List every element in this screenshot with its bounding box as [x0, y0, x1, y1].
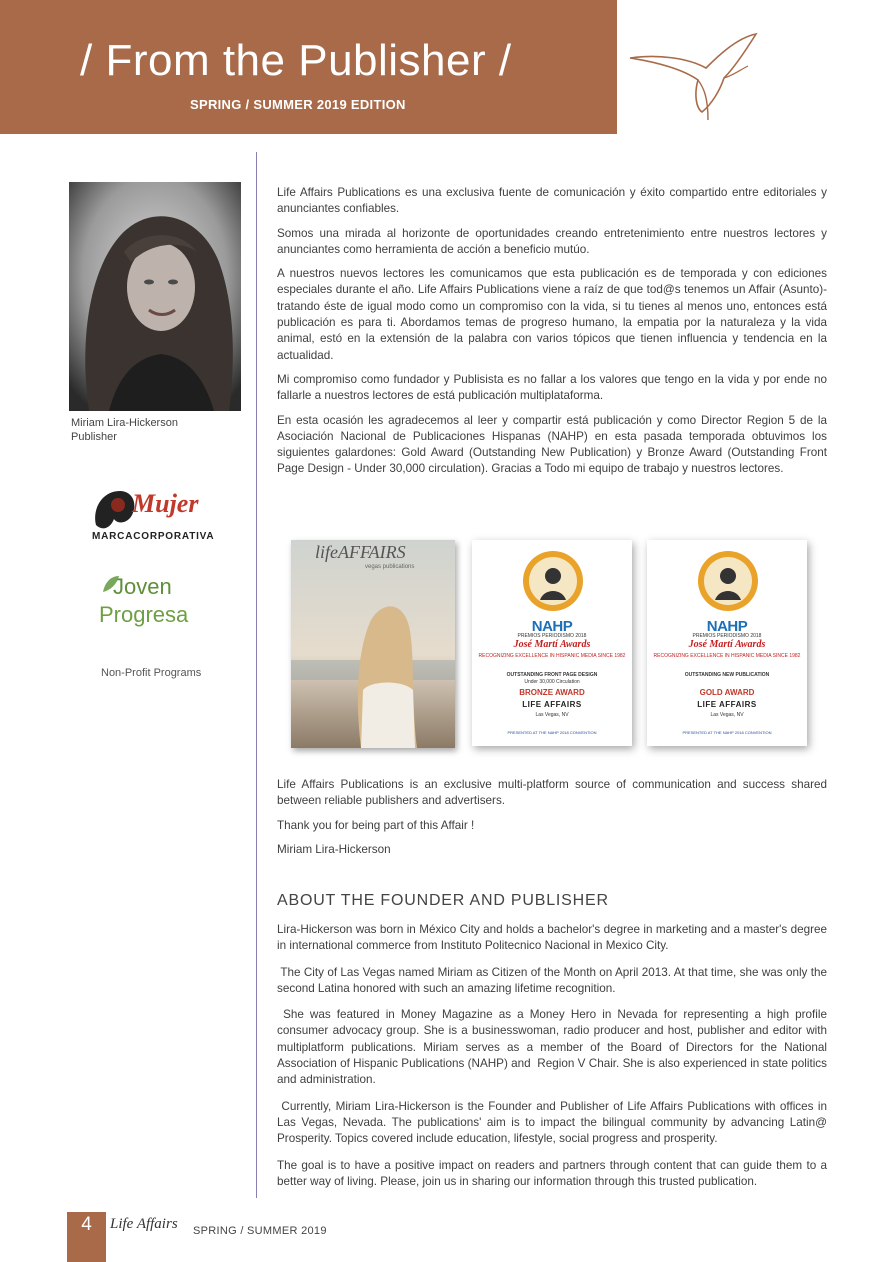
award-level: BRONZE AWARD	[519, 688, 585, 697]
about-paragraph: The goal is to have a positive impact on readers and partners through content that can guide them to a better way of living. Please, join us in sharing our information through this trusted publication.	[277, 1158, 831, 1188]
jose-marti-medal-icon	[522, 550, 584, 612]
page-number: 4	[81, 1214, 92, 1235]
award-category-note: Under 30,000 Circulation	[524, 679, 580, 685]
edition-label: SPRING / SUMMER 2019 EDITION	[190, 97, 406, 112]
intro-paragraph: A nuestros nuevos lectores les comunicamos que esta publicación es de temporada y con ediciones especiales durante el año. Life Affairs Publications viene a raíz de que tod@s tenemos un Affair (Asunto)- tratando éste de igual modo como un compromiso con la vida, si tu tienes al menos uno, entonces está publicación es para ti. Abordamos temas de progreso humano, la empatia por la naturaleza y la vida animal, estó en la extensión de la palabra con varios tópicos que tienen influencia y tendencia en la actualidad.	[277, 267, 827, 362]
award-certificate-bronze	[472, 540, 632, 746]
about-text	[277, 922, 831, 1190]
page-title: / From the Publisher /	[80, 36, 512, 85]
intro-paragraph: Mi compromiso como fundador y Publisista es no fallar a los valores que tengo en la vida y por ende no fallarle a nuestros lectores de está publicación multiplataforma.	[277, 372, 827, 403]
award-name: José Martí Awards	[688, 639, 766, 650]
hummingbird-logo-icon	[628, 28, 760, 124]
mujer-marca-corporativa-logo	[88, 485, 218, 547]
award-subtitle: PREMIOS PERIODISMO 2018	[692, 633, 762, 639]
mujer-logo-sub: MARCACORPORATIVA	[92, 531, 215, 542]
award-winner: LIFE AFFAIRS	[697, 700, 757, 709]
publisher-photo	[69, 182, 241, 411]
english-paragraph: Thank you for being part of this Affair !	[277, 818, 475, 832]
about-paragraph: The City of Las Vegas named Miriam as Citizen of the Month on April 2013. At that time, she was only the second Latina honored with such an amazing lifetime recognition.	[277, 965, 831, 995]
award-nahp: NAHP	[531, 618, 573, 635]
joven-logo-line2: Progresa	[99, 602, 189, 627]
signature-name: Miriam Lira-Hickerson	[277, 842, 391, 856]
column-divider	[256, 152, 257, 1198]
intro-paragraph: En esta ocasión les agradecemos al leer y compartir está publicación y como Director Region 5 de la Asociación Nacional de Publicaciones Hispanas (NAHP) en esta pasada temporada obtuvimos los siguientes galardones: Gold Award (Outstanding New Publication) y Bronze Award (Outstanding Front Page Design - Under 30,000 circulation). Gracias a Todo mi equipo de trabajo y nuestros lectores.	[277, 413, 827, 476]
award-nahp: NAHP	[706, 618, 748, 635]
about-paragraph: Lira-Hickerson was born in México City and holds a bachelor's degree in marketing and a master's degree in international commerce from Instituto Politecnico Nacional in Mexico City.	[277, 923, 831, 953]
footer-logo: Life Affairs	[110, 1216, 178, 1232]
intro-paragraph: Somos una mirada al horizonte de oportunidades creando entretenimiento entre nuestros lectores y anunciantes como herramienta de acción a beneficio mutúo.	[277, 226, 827, 256]
award-name: José Martí Awards	[513, 639, 591, 650]
page-number-box	[67, 1212, 106, 1262]
award-subtitle: PREMIOS PERIODISMO 2018	[517, 633, 587, 639]
cover-brand: lifeAFFAIRS	[315, 542, 406, 562]
award-tagline: RECOGNIZING EXCELLENCE IN HISPANIC MEDIA SINCE 1982	[653, 653, 801, 659]
jose-marti-medal-icon	[697, 550, 759, 612]
about-paragraph: She was featured in Money Magazine as a Money Hero in Nevada for representing a high profile consumer advocacy group. She is a businesswoman, radio producer and host, publisher and editor with multiplatform publications. Miriam serves as a member of the Board of Directors for the National Association of Hispanic Publications (NAHP) and Region V Chair. She is also experienced in state politics and administration.	[277, 1008, 831, 1087]
magazine-cover	[291, 540, 455, 748]
award-category: OUTSTANDING FRONT PAGE DESIGN	[506, 672, 598, 678]
joven-logo-line1: Joven	[113, 574, 172, 599]
caption-name: Miriam Lira-Hickerson	[71, 417, 178, 429]
award-category: OUTSTANDING NEW PUBLICATION	[684, 672, 770, 678]
intro-paragraph: Life Affairs Publications es una exclusiva fuente de comunicación y éxito compartido entre editoriales y anunciantes confiables.	[277, 186, 827, 216]
joven-progresa-logo	[95, 574, 215, 638]
award-level: GOLD AWARD	[699, 688, 755, 697]
award-footer: PRESENTED AT THE NAHP 2018 CONVENTION	[507, 730, 597, 735]
caption-role: Publisher	[71, 431, 117, 443]
about-heading: ABOUT THE FOUNDER AND PUBLISHER	[277, 892, 609, 909]
award-footer: PRESENTED AT THE NAHP 2018 CONVENTION	[682, 730, 772, 735]
photo-caption	[71, 416, 178, 444]
header-band	[0, 0, 617, 134]
english-paragraph: Life Affairs Publications is an exclusive multi-platform source of communication and success shared between reliable publishers and advertisers.	[277, 778, 827, 808]
about-paragraph: Currently, Miriam Lira-Hickerson is the Founder and Publisher of Life Affairs Publications with offices in Las Vegas, Nevada. The publications' aim is to impact the bilingual community by advancing Latin@ Prosperity. Topics covered include education, lifestyle, social progress and prosperity.	[277, 1099, 831, 1146]
english-text	[277, 777, 827, 858]
nonprofit-label: Non-Profit Programs	[101, 667, 202, 679]
intro-text	[277, 185, 827, 478]
award-location: Las Vegas, NV	[535, 712, 569, 718]
cover-sub: vegas publications	[365, 564, 415, 570]
award-winner: LIFE AFFAIRS	[522, 700, 582, 709]
award-location: Las Vegas, NV	[710, 712, 744, 718]
mujer-logo-word: Mujer	[132, 489, 199, 518]
award-tagline: RECOGNIZING EXCELLENCE IN HISPANIC MEDIA SINCE 1982	[478, 653, 626, 659]
award-certificate-gold	[647, 540, 807, 746]
footer-edition: SPRING / SUMMER 2019	[193, 1225, 327, 1237]
